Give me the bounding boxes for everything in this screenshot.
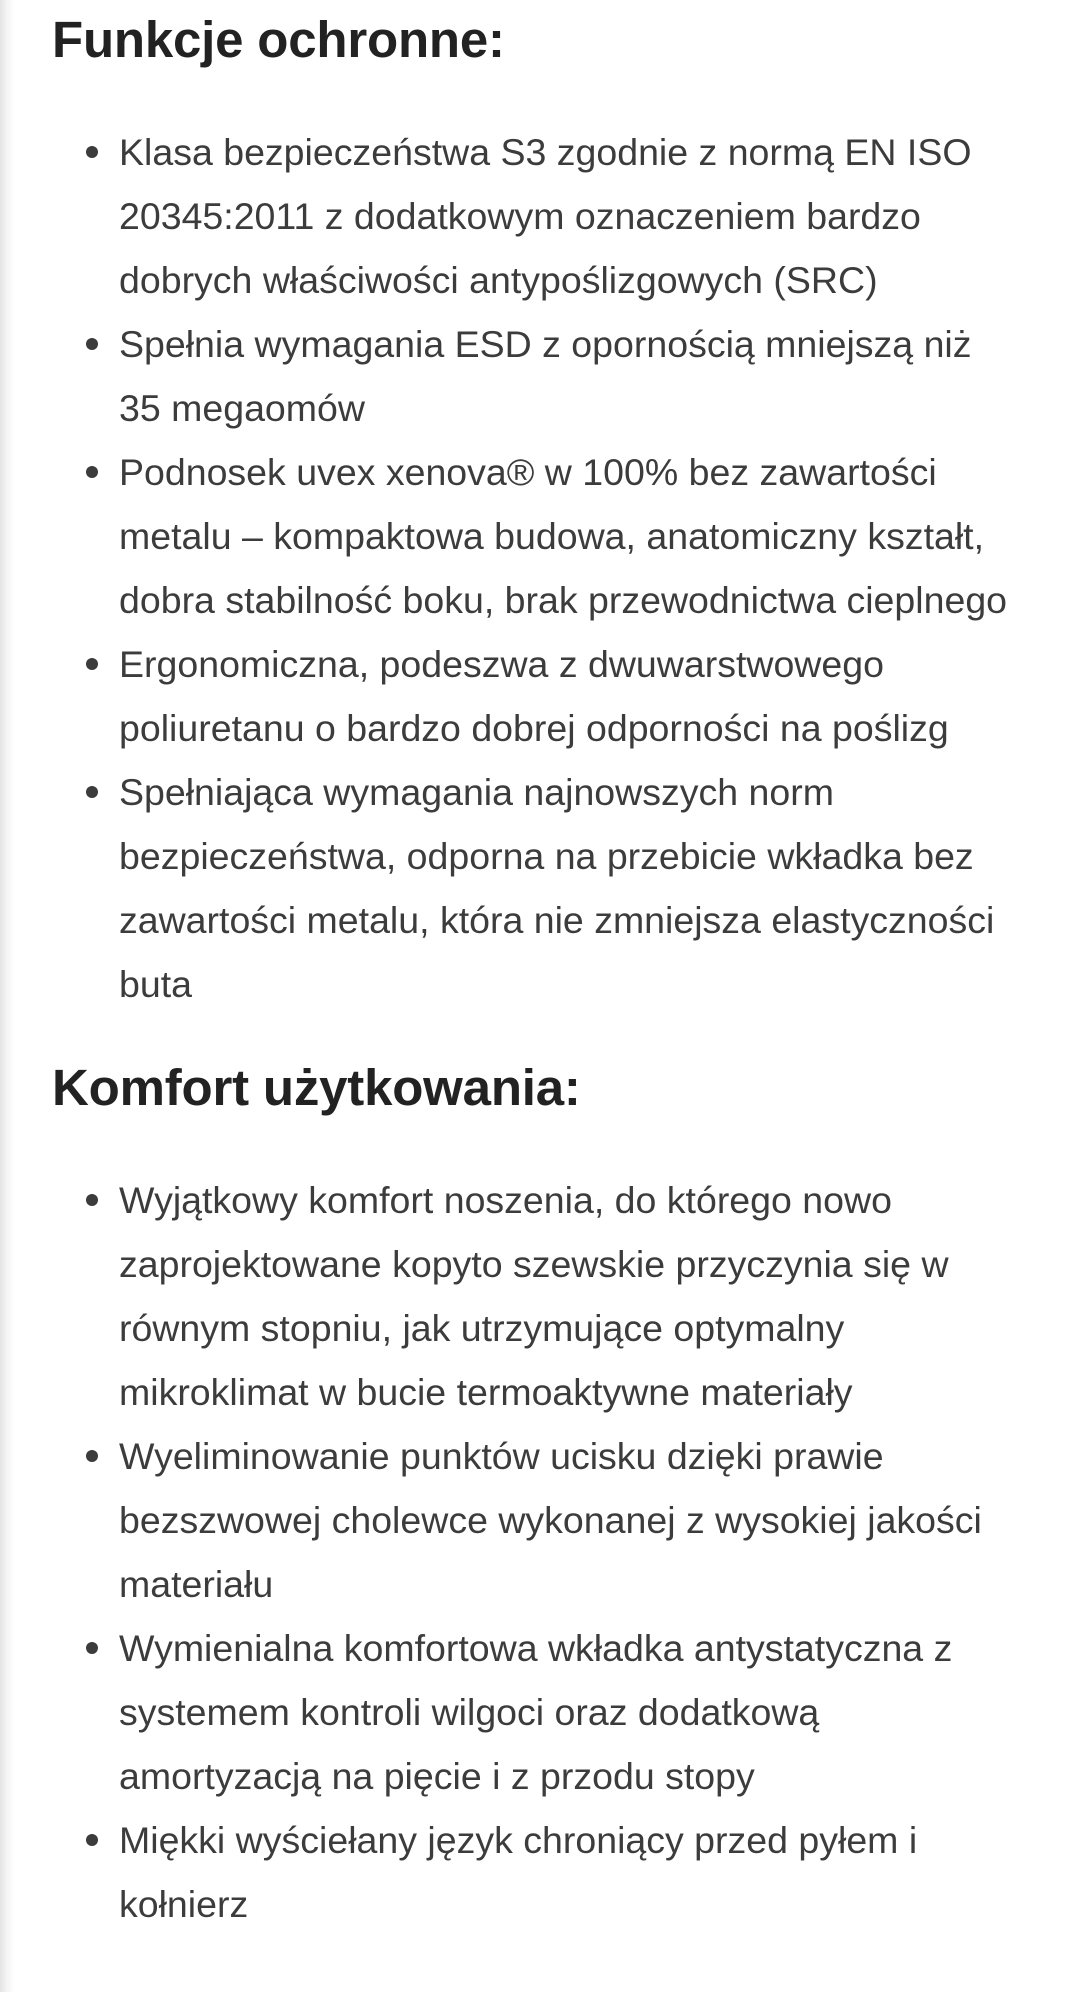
bullet-icon (86, 338, 98, 350)
bullet-icon (86, 1642, 98, 1654)
bullet-icon (86, 1450, 98, 1462)
list-item (52, 1168, 1032, 1424)
list-item-text: Spełnia wymagania ESD z opornością mniejszą niż 35 megaomów (119, 323, 972, 429)
bullet-icon (86, 466, 98, 478)
list-item-text: Wyeliminowanie punktów ucisku dzięki prawie bezszwowej cholewce wykonanej z wysokiej jakości materiału (119, 1435, 982, 1605)
list-item-text: Ergonomiczna, podeszwa z dwuwarstwowego poliuretanu o bardzo dobrej odporności na poślizg (119, 643, 949, 749)
bullet-icon (86, 658, 98, 670)
list-item (52, 632, 1032, 760)
list-item-text: Miękki wyściełany język chroniący przed pyłem i kołnierz (119, 1819, 918, 1925)
list-item-text: Klasa bezpieczeństwa S3 zgodnie z normą EN ISO 20345:2011 z dodatkowym oznaczeniem bardzo dobrych właściwości antypoślizgowych (SRC) (119, 131, 972, 301)
list-item (52, 312, 1032, 440)
list-item (52, 1808, 1032, 1936)
list-item (52, 120, 1032, 312)
protection-features-list (52, 120, 1052, 1016)
section-title-protection: Funkcje ochronne: (52, 11, 505, 68)
bullet-icon (86, 786, 98, 798)
list-item-text: Spełniająca wymagania najnowszych norm bezpieczeństwa, odporna na przebicie wkładka bez zawartości metalu, która nie zmniejsza elastyczności buta (119, 771, 995, 1005)
list-item (52, 1424, 1032, 1616)
product-description (52, 0, 1052, 1936)
list-item (52, 440, 1032, 632)
list-item (52, 760, 1032, 1016)
list-item (52, 1616, 1032, 1808)
comfort-features-list (52, 1168, 1052, 1936)
list-item-text: Podnosek uvex xenova® w 100% bez zawartości metalu – kompaktowa budowa, anatomiczny kształt, dobra stabilność boku, brak przewodnictwa cieplnego (119, 451, 1008, 621)
page-edge-shadow (0, 0, 14, 1992)
list-item-text: Wyjątkowy komfort noszenia, do którego nowo zaprojektowane kopyto szewskie przyczynia się w równym stopniu, jak utrzymujące optymalny mikroklimat w bucie termoaktywne materiały (119, 1179, 949, 1413)
bullet-icon (86, 1194, 98, 1206)
bullet-icon (86, 146, 98, 158)
list-item-text: Wymienialna komfortowa wkładka antystatyczna z systemem kontroli wilgoci oraz dodatkową amortyzacją na pięcie i z przodu stopy (119, 1627, 953, 1797)
bullet-icon (86, 1834, 98, 1846)
section-title-comfort: Komfort użytkowania: (52, 1059, 581, 1116)
